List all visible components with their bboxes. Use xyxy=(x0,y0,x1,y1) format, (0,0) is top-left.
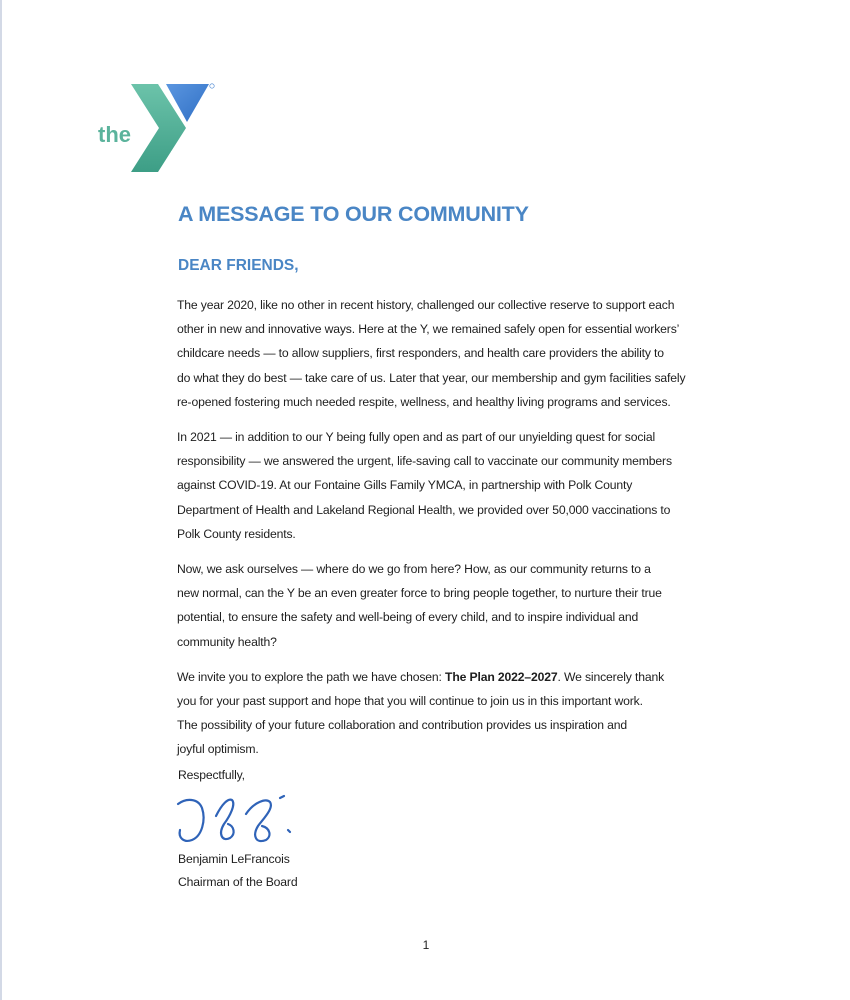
letter-paragraph-1 xyxy=(177,293,737,414)
salutation: DEAR FRIENDS, xyxy=(178,257,299,274)
text-line: community health? xyxy=(177,634,277,649)
handwritten-signature xyxy=(172,790,302,850)
valediction: Respectfully, xyxy=(178,768,245,782)
ymca-logo xyxy=(98,80,228,180)
text-line: responsibility — we answered the urgent, life-saving call to vaccinate our community members xyxy=(177,454,672,469)
text-line: Now, we ask ourselves — where do we go from here? How, as our community returns to a xyxy=(177,562,651,577)
logo-the-text: the xyxy=(98,122,131,147)
page-number: 1 xyxy=(422,938,430,952)
signer-block xyxy=(178,848,297,894)
text-line: Department of Health and Lakeland Regional Health, we provided over 50,000 vaccinations to xyxy=(177,502,671,517)
text-line: childcare needs — to allow suppliers, first responders, and health care providers the ability to xyxy=(177,346,664,361)
signer-title: Chairman of the Board xyxy=(178,875,298,889)
text-line: other in new and innovative ways. Here at the Y, we remained safely open for essential workers’ xyxy=(177,322,680,337)
text-line: re-opened fostering much needed respite, wellness, and healthy living programs and services. xyxy=(177,394,671,409)
text-line: you for your past support and hope that you will continue to join us in this important work. xyxy=(177,694,643,709)
text-line: In 2021 — in addition to our Y being fully open and as part of our unyielding quest for social xyxy=(177,430,656,445)
text-line xyxy=(177,665,737,689)
letter-body xyxy=(177,293,737,773)
text-line: The possibility of your future collaboration and contribution provides us inspiration and xyxy=(177,718,628,733)
text-line: The year 2020, like no other in recent history, challenged our collective reserve to support each xyxy=(177,298,675,312)
text-line: against COVID-19. At our Fontaine Gills Family YMCA, in partnership with Polk County xyxy=(177,478,633,493)
registered-mark-icon xyxy=(210,84,214,88)
text-line: new normal, can the Y be an even greater force to bring people together, to nurture their true xyxy=(177,586,662,601)
letter-paragraph-3 xyxy=(177,557,737,654)
text-line: joyful optimism. xyxy=(177,742,259,757)
text-line: do what they do best — take care of us. Later that year, our membership and gym facilities safely xyxy=(177,370,686,385)
text-fragment: We invite you to explore the path we have chosen: xyxy=(177,669,446,684)
page-title: A MESSAGE TO OUR COMMUNITY xyxy=(178,202,529,226)
plan-name: The Plan 2022–2027 xyxy=(445,669,558,684)
logo-ymca-text: YMCA xyxy=(168,147,185,168)
text-line: potential, to ensure the safety and well-being of every child, and to inspire individual and xyxy=(177,610,639,625)
text-fragment: . We sincerely thank xyxy=(557,669,665,684)
letter-paragraph-4 xyxy=(177,665,737,762)
signer-name: Benjamin LeFrancois xyxy=(178,852,290,866)
letter-paragraph-2 xyxy=(177,425,737,546)
page-left-rule xyxy=(0,0,2,1000)
text-line: Polk County residents. xyxy=(177,526,296,541)
